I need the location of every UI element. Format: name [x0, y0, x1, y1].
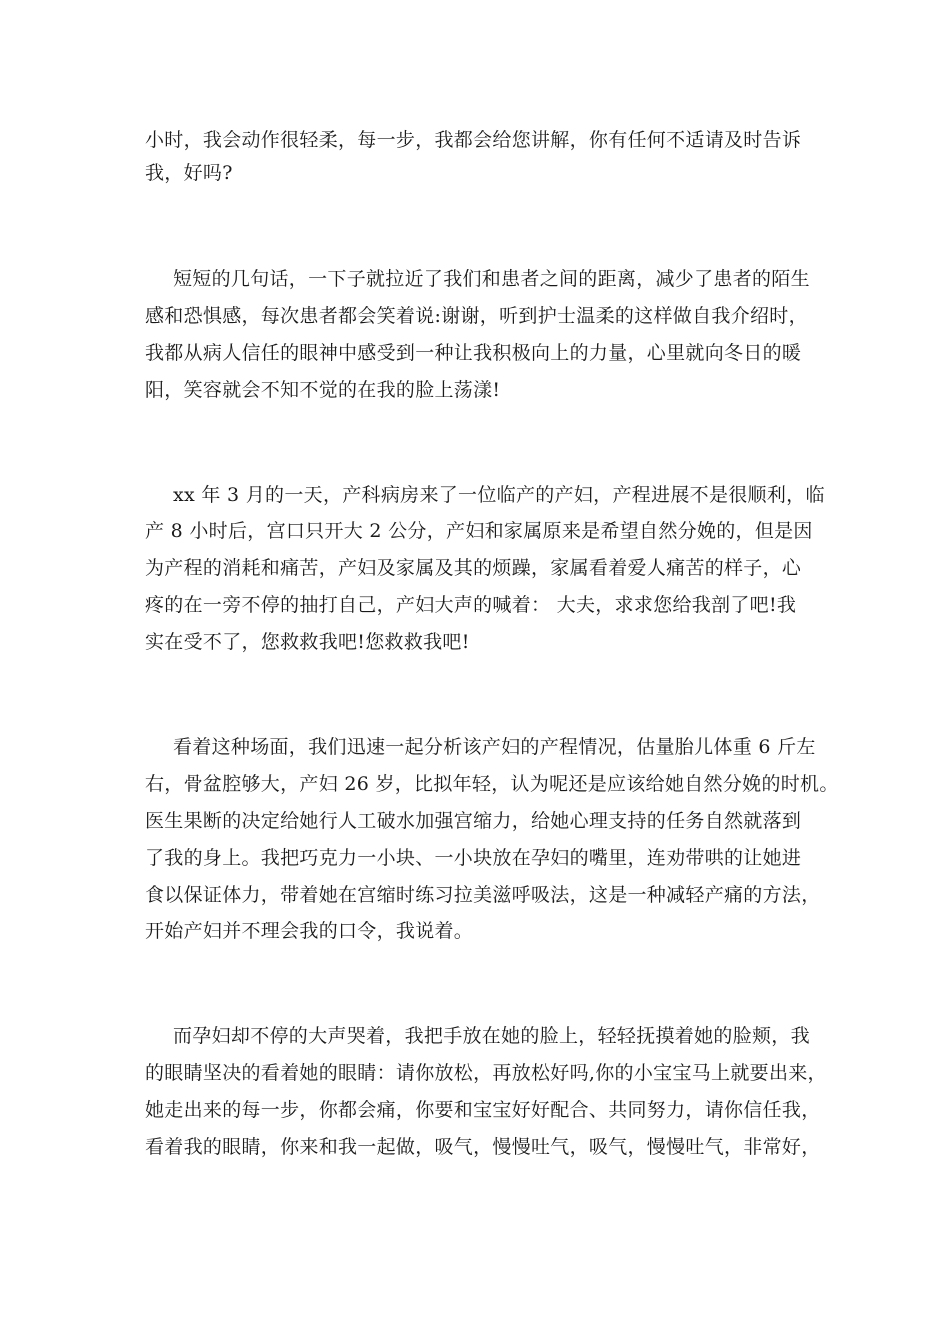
paragraph-2-line-3: 我都从病人信任的眼神中感受到一种让我积极向上的力量，心里就向冬日的暖: [145, 342, 802, 364]
paragraph-4-line-2: 右，骨盆腔够大，产妇 26 岁，比拟年轻，认为呢还是应该给她自然分娩的时机。: [145, 773, 839, 795]
paragraph-5-line-1: 而孕妇却不停的大声哭着，我把手放在她的脸上，轻轻抚摸着她的脸颊，我: [173, 1025, 810, 1047]
paragraph-3-line-2: 产 8 小时后，宫口只开大 2 公分，产妇和家属原来是希望自然分娩的，但是因: [145, 520, 813, 542]
paragraph-3-line-1: xx 年 3 月的一天，产科病房来了一位临产的产妇，产程进展不是很顺利，临: [173, 484, 825, 506]
paragraph-2-line-2: 感和恐惧感，每次患者都会笑着说:谢谢，听到护士温柔的这样做自我介绍时，: [145, 305, 808, 327]
paragraph-3-line-4: 疼的在一旁不停的抽打自己，产妇大声的喊着： 大夫，求求您给我剖了吧!我: [145, 594, 797, 616]
paragraph-4-line-4: 了我的身上。我把巧克力一小块、一小块放在孕妇的嘴里，连劝带哄的让她进: [145, 847, 802, 869]
paragraph-3-line-3: 为产程的消耗和痛苦，产妇及家属及其的烦躁，家属看着爱人痛苦的样子，心: [145, 557, 802, 579]
paragraph-4-line-6: 开始产妇并不理会我的口令，我说着。: [145, 920, 474, 942]
paragraph-2-line-1: 短短的几句话，一下子就拉近了我们和患者之间的距离，减少了患者的陌生: [173, 268, 810, 290]
paragraph-4-line-5: 食以保证体力，带着她在宫缩时练习拉美滋呼吸法，这是一种减轻产痛的方法，: [145, 884, 821, 906]
paragraph-4-line-3: 医生果断的决定给她行人工破水加强宫缩力，给她心理支持的任务自然就落到: [145, 810, 802, 832]
paragraph-3-line-5: 实在受不了，您救救我吧!您救救我吧!: [145, 631, 470, 653]
paragraph-5-line-4: 看着我的眼睛，你来和我一起做，吸气，慢慢吐气，吸气，慢慢吐气，非常好，: [145, 1136, 821, 1158]
paragraph-5-line-2: 的眼睛坚决的看着她的眼睛：请你放松，再放松好吗,你的小宝宝马上就要出来，: [145, 1062, 827, 1084]
paragraph-5-line-3: 她走出来的每一步，你都会痛，你要和宝宝好好配合、共同努力，请你信任我，: [145, 1099, 821, 1121]
paragraph-1-line-1: 小时，我会动作很轻柔，每一步，我都会给您讲解，你有任何不适请及时告诉: [145, 129, 802, 151]
paragraph-4-line-1: 看着这种场面，我们迅速一起分析该产妇的产程情况，估量胎儿体重 6 斤左: [173, 736, 816, 758]
paragraph-2-line-4: 阳，笑容就会不知不觉的在我的脸上荡漾!: [145, 379, 501, 401]
paragraph-1-line-2: 我，好吗?: [145, 162, 233, 184]
